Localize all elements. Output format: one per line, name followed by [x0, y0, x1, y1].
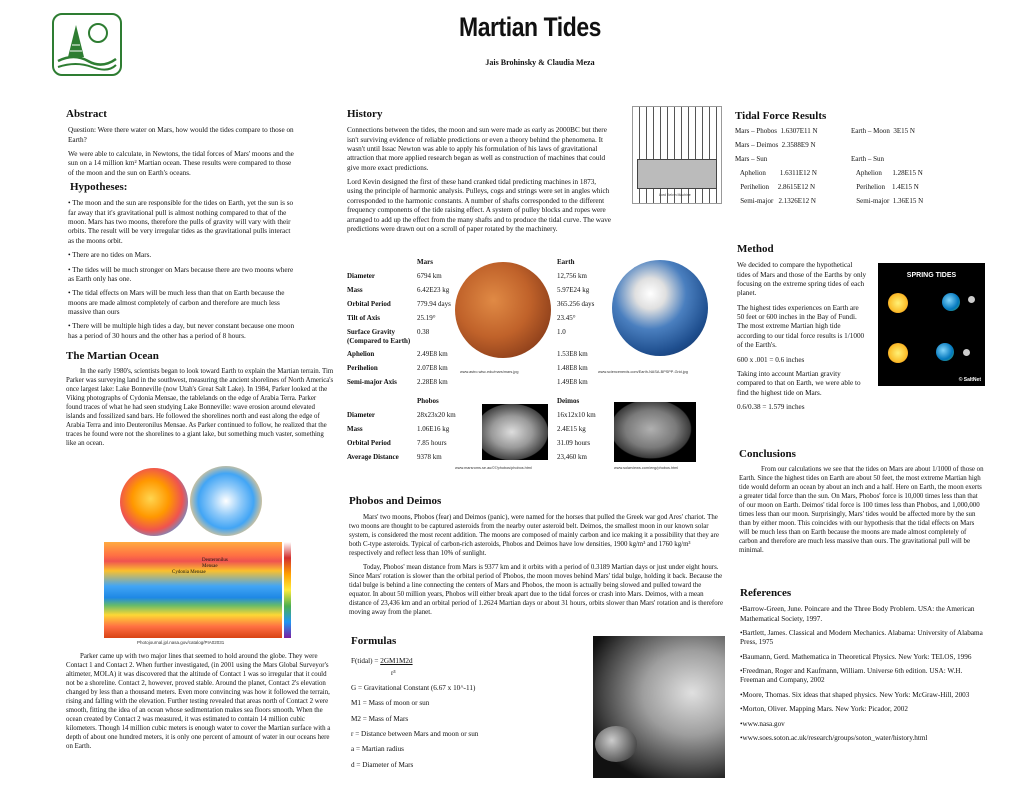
method-calc-2: 0.6/0.38 = 1.579 inches — [737, 402, 805, 411]
method-calc-1: 600 x .001 = 0.6 inches — [737, 355, 805, 364]
deimos-value: 16x12x10 km — [557, 411, 596, 419]
abstract-question: Question: Were there water on Mars, how would the tides compare to those on Earth? — [68, 126, 294, 144]
hypothesis-item: • The tidal effects on Mars will be much less than that on Earth because the moons are made almost completely of carbon and therefore are much less massive than ours — [68, 289, 285, 316]
tidal-results-section — [735, 109, 985, 211]
history-text-1: Connections between the tides, the moon and sun were made as early as 2000BC but there isn't surviving evidence of reliable predictions or even a theory behind the phenomena. It wasn't until Issac Newton was able to apply his formulation of his laws of gravitational attraction that more applied research began as well as construction of machines that could give more exact predictions. — [347, 126, 607, 172]
hypothesis-item: • The moon and the sun are responsible for the tides on Earth, yet the sun is so far away that it's gravitational pull is almost nothing compared to that of the moon. Mars has two moons, therefore the pulls of gravity will vary with their orbits. The result will be very irregular tides as the gravitational pulls interact as the moons orbit. — [68, 199, 294, 245]
col-mars: Mars — [417, 258, 433, 266]
tidal-cell: Mars – Phobos 1.6307E11 N — [735, 127, 818, 136]
phobos-deimos-text-2: Today, Phobos' mean distance from Mars is 9377 km and it orbits with a period of 0.3189 Martian days or just under eight hours. Since Mars' rotation is slower than the orbital period of Phobos, the moon moves behind Mars' tidal bulge, holding it back. Because the tidal bulge is behind a line connecting the centers of Mars and Phobos, the moon is actually being slowed and pulled toward the equator. In about 50 million years, Phobos will either break apart due to the tidal forces or crash into Mars. Deimos, with a mean distance of 23,436 km and an orbital period of 1.2624 Martian days or about 31 hours, orbits slower than Mars' rotation and is therefore moving away from the planet. — [349, 564, 724, 616]
formulas-section — [351, 634, 591, 770]
method-text-1: We decided to compare the hypothetical tides of Mars and those of the Earths by only focusing on the extreme spring tides of each planet. — [737, 261, 867, 298]
hypotheses-heading: Hypotheses: — [70, 181, 128, 194]
hypothesis-item: • There will be multiple high tides a day, but never constant because one moon has a period of 30 hours and the other has a period of 8 hours. — [68, 322, 295, 340]
phobos-value: 28x23x20 km — [417, 411, 456, 419]
mars-globe-north — [120, 468, 188, 536]
abstract-heading: Abstract — [66, 108, 107, 120]
conclusions-text: From our calculations we see that the tides on Mars are about 1/1000 of those on Earth. Since the highest tides on Earth are about 50 feet, the most extreme Martian high tide would deform an ocean by about an inch and a half. Here on Earth, the moon exerts a greater tidal force than the sun. On Mars, Phobos' force is 10,000 times less than that of our moon on Earth. Deimos' tidal force is 100 times less than Phobos, and 1,000,000 times less than our moon. Surprisingly, Mars' tides would be affected more by the sun than by either moon. This coincides with our hypothesis that the tidal effects on Mars will be much less than on Earth because the moons are made almost completely of carbon and therefore are much less massive than ours. The gravitational pull will be minimal. — [739, 466, 984, 555]
moon-icon — [963, 349, 970, 356]
formula-def: G = Gravitational Constant (6.67 x 10^-11) — [351, 684, 476, 693]
mars-value: 2.28E8 km — [417, 378, 448, 386]
map-scale — [284, 542, 291, 638]
mars-value: 25.19° — [417, 314, 436, 322]
reference-item: •www.soes.soton.ac.uk/research/groups/soton_water/history.html — [740, 733, 928, 742]
earth-value: 1.48E8 km — [557, 364, 588, 372]
phobos-value: 1.06E16 kg — [417, 425, 450, 433]
formula-denominator: r³ — [391, 668, 396, 677]
col-deimos: Deimos — [557, 397, 580, 405]
reference-item: •Barrow-Green, June. Poincare and the Three Body Problem. USA: the American Mathematical Society, 1997. — [740, 605, 975, 623]
deimos-source: www.solarviews.com/eng/phobos.html — [614, 466, 679, 470]
moon-icon — [968, 296, 975, 303]
reference-item: •www.nasa.gov — [740, 719, 785, 728]
tree-sun-icon — [54, 15, 120, 74]
authors: Jais Brohinsky & Claudia Meza — [485, 58, 595, 67]
reference-item: •Baumann, Gerd. Mathematica in Theoretical Physics. New York: TELOS, 1996 — [740, 652, 972, 661]
tidal-cell — [851, 141, 985, 155]
tidal-cell: Earth – Moon 3E15 N — [851, 127, 915, 136]
reference-item: •Moore, Thomas. Six ideas that shaped physics. New York: McGraw-Hill, 2003 — [740, 690, 970, 699]
mars-value: 6794 km — [417, 272, 442, 280]
history-text-2: Lord Kevin designed the first of these hand cranked tidal predicting machines in 1873, using the principle of harmonic analysis. Pulleys, cogs and strings were set in angles which corresponded to the harmonic constants. A number of shafts corresponded to the different frequency components of the tide raising effect. A system of pulley blocks and ropes were arranged to add up the effect from the many shafts and to produce the tidal curve. The wave predictions were drawn out on a scroll of paper rotated by the machinery. — [347, 178, 611, 233]
tidal-cell: Aphelion 1.28E15 N — [851, 169, 923, 178]
mars-value: 6.42E23 kg — [417, 286, 450, 294]
sun-icon — [888, 293, 908, 313]
row-label: Semi-major Axis — [347, 378, 397, 386]
map-label: Deuteronilus Mensae — [202, 558, 228, 569]
earth-image — [612, 260, 708, 356]
mars-value: 2.49E8 km — [417, 350, 448, 358]
earth-value: 1.0 — [557, 328, 566, 336]
phobos-value: 9378 km — [417, 453, 442, 461]
earth-value: 23.45° — [557, 314, 576, 322]
tidal-cell: Aphelion 1.6311E12 N — [735, 169, 817, 178]
deimos-value: 31.09 hours — [557, 439, 591, 447]
formula-def: M1 = Mass of moon or sun — [351, 699, 430, 708]
row-label: Aphelion — [347, 350, 375, 358]
row-label: Mass — [347, 425, 363, 433]
ocean-text-1: In the early 1980's, scientists began to look toward Earth to explain the Martian terrain. Tim Parker was surveying land in the southwest, measuring the ancient shorelines of North America's once largest lake: Lake Bonneville (now Utah's Great Salt Lake). In 1984, Parker looked at the Viking photographs of Cydonia Mensae, the tablelands on the edge of Arabia Terra. Parker found traces of what he had seen studying Lake Bonneville: wave erosion around elevated islands and fossilized sand bars. He followed the shorelines north and east along the edge of Arabia Terra and into Deuteronilus Mensae. As Parker continued to follow, he realized that the traces he found were not the shorelines to a giant lake, but something much vaster, something like an ocean. — [66, 368, 334, 448]
image-credit: © SaltNet — [958, 376, 981, 383]
tidal-cell: Perihelion 1.4E15 N — [851, 183, 919, 192]
formula-numerator: 2GM1M2d — [380, 657, 413, 666]
row-label: Diameter — [347, 411, 375, 419]
mars-value: 0.38 — [417, 328, 430, 336]
logo — [52, 13, 122, 76]
ocean-text-2: Parker came up with two major lines that seemed to hold around the globe. They were Contact 1 and Contact 2. When further investigated, (in 2001 using the Mars Global Surveyor's altimeter, MOLA) it was discovered that the altitude of Contact 1 was so irregular that it could not be a shoreline. Contact 2, however, proved stable. Around the planet, Contact 2's elevation changed by less than a thousand meters. Even more convincing was how it followed the terrain, rising and falling with the elevation. Further testing revealed that areas north of Contact 2 were smooth, fitting the idea of an ocean whose sedimentation makes sea floors smooth. When the ocean created by Contact 2 was measured, it was estimated to contain 14 million cubic kilometers. Though 14 million cubic meters is enough water to cover the Martian surface with a depth of about one hundred meters, it is only one percent of amount of water in our oceans here on Earth. — [66, 653, 331, 750]
phobos-value: 7.85 hours — [417, 439, 447, 447]
tidal-heading: Tidal Force Results — [735, 110, 827, 122]
mars-value: 2.07E8 km — [417, 364, 448, 372]
formula-def: r = Distance between Mars and moon or sun — [351, 730, 479, 739]
reference-item: •Morton, Oliver. Mapping Mars. New York: Picador, 2002 — [740, 705, 908, 714]
row-label: Mass — [347, 286, 363, 294]
formula-def: d = Diameter of Mars — [351, 760, 414, 769]
mars-elevation-map — [104, 542, 282, 638]
phobos-deimos-text-1: Mars' two moons, Phobos (fear) and Deimos (panic), were named for the horses that pulled the Greek war god Ares' chariot. The two moons are thought to be captured asteroids from the nearby outer asteroid belt. Deimos, the smallest moon in our known solar system, is considered the most recent addition. The moons are composed of mainly carbon and ice making it a possibility that they are both C-type asteroids. Typical of carbon-rich asteroids, Phobos and Deimos have low densities, 1900 kg/m³ and 1760 kg/m³ respectively and reflect less than 10% of sunlight. — [349, 514, 719, 558]
tidal-cell: Mars – Deimos 2.3588E9 N — [735, 141, 816, 150]
formula-def: a = Martian radius — [351, 745, 404, 754]
formulas-heading: Formulas — [351, 635, 397, 647]
sun-icon — [888, 343, 908, 363]
row-label: Perihelion — [347, 364, 378, 372]
spring-tides-image — [878, 263, 985, 386]
deimos-value: 23,460 km — [557, 453, 587, 461]
earth-value: 1.49E8 km — [557, 378, 588, 386]
machine-base — [637, 159, 717, 189]
history-section — [347, 107, 617, 239]
earth-icon — [942, 293, 960, 311]
method-text-3: Taking into account Martian gravity compared to that on Earth, we were able to find the highest tide on Mars. — [737, 369, 861, 397]
mars-value: 779.94 days — [417, 300, 451, 308]
abstract-text: We were able to calculate, in Newtons, the tidal forces of Mars' moons and the sun on a 14 million km² Martian ocean. These results were compared to those of the moon and the sun on Earth's oceans. — [68, 150, 294, 177]
formula-lhs: F(tidal) = — [351, 657, 381, 666]
references-section — [740, 586, 984, 748]
history-heading: History — [347, 108, 383, 120]
ocean-heading: The Martian Ocean — [66, 350, 159, 363]
machine-caption: Lord Kelvin Machine — [659, 193, 691, 197]
earth-value: 365.256 days — [557, 300, 595, 308]
phobos-deimos-section — [349, 494, 723, 623]
phobos-deimos-heading: Phobos and Deimos — [349, 495, 442, 507]
earth-icon — [936, 343, 954, 361]
tidal-cell: Earth – Sun — [851, 155, 885, 164]
mars-source: www.astro.wisc.edu/mars/mars.jpg — [460, 370, 519, 374]
row-label: Tilt of Axis — [347, 314, 380, 322]
reference-item: •Freedman, Roger and Kaufmann, William. Universe 6th edition. USA: W.H. Freeman and Company, 2002 — [740, 667, 963, 685]
references-heading: References — [740, 587, 792, 599]
deimos-image — [614, 402, 696, 462]
col-earth: Earth — [557, 258, 575, 266]
formula-def: M2 = Mass of Mars — [351, 714, 409, 723]
tidal-cell: Semi-major 1.36E15 N — [851, 197, 924, 206]
moon-data-table — [347, 397, 607, 467]
hypotheses-list — [66, 199, 298, 341]
method-text-2: The highest tides experiences on Earth are 50 feet or 600 inches in the Bay of Fundi. The most extreme Martian high tide according to our tidal force results is 1/1000 of the Earth's. — [737, 303, 865, 350]
phobos-source: www.marsroms.se.au/07/phobos/phobos.html — [455, 466, 532, 470]
row-label: Surface Gravity (Compared to Earth) — [347, 328, 411, 346]
phobos-over-mars-image — [593, 636, 725, 778]
map-label: Cydonia Mensae — [172, 570, 206, 575]
earth-value: 1.53E8 km — [557, 350, 588, 358]
left-column — [66, 107, 334, 454]
method-heading: Method — [737, 243, 774, 255]
tidal-formula — [351, 657, 591, 666]
conclusions-section — [739, 447, 984, 561]
spring-tides-title: SPRING TIDES — [906, 272, 957, 279]
poster-title: Martian Tides — [458, 12, 602, 42]
earth-source: www.sciencenerds.com/Earth-NASA-BPSPP-Grid.jpg — [598, 370, 688, 374]
col-phobos: Phobos — [417, 397, 439, 405]
tide-machine-image — [632, 106, 722, 204]
earth-value: 12,756 km — [557, 272, 587, 280]
tidal-table — [735, 127, 985, 211]
hypothesis-item: • The tides will be much stronger on Mars because there are two moons where as Earth only has one. — [68, 265, 294, 283]
row-label: Diameter — [347, 272, 375, 280]
conclusions-heading: Conclusions — [739, 448, 796, 460]
tidal-cell: Semi-major 2.1326E12 N — [735, 197, 816, 206]
reference-item: •Bartlett, James. Classical and Modern Mechanics. Alabama: University of Alabama Press, 1975 — [740, 629, 983, 647]
tidal-cell: Mars – Sun — [735, 155, 768, 164]
method-section — [737, 242, 867, 417]
hypothesis-item: • There are no tides on Mars. — [68, 251, 152, 260]
mars-globe-south — [190, 466, 262, 536]
row-label: Orbital Period — [347, 439, 391, 447]
deimos-value: 2.4E15 kg — [557, 425, 586, 433]
phobos-small — [595, 726, 637, 762]
moon-table — [347, 397, 617, 467]
earth-value: 5.97E24 kg — [557, 286, 590, 294]
map-caption: Photojournal.jpl.nasa.gov/catalog/PIA02031 — [137, 640, 225, 645]
row-label: Orbital Period — [347, 300, 391, 308]
row-label: Average Distance — [347, 453, 399, 461]
tidal-cell: Perihelion 2.8615E12 N — [735, 183, 816, 192]
